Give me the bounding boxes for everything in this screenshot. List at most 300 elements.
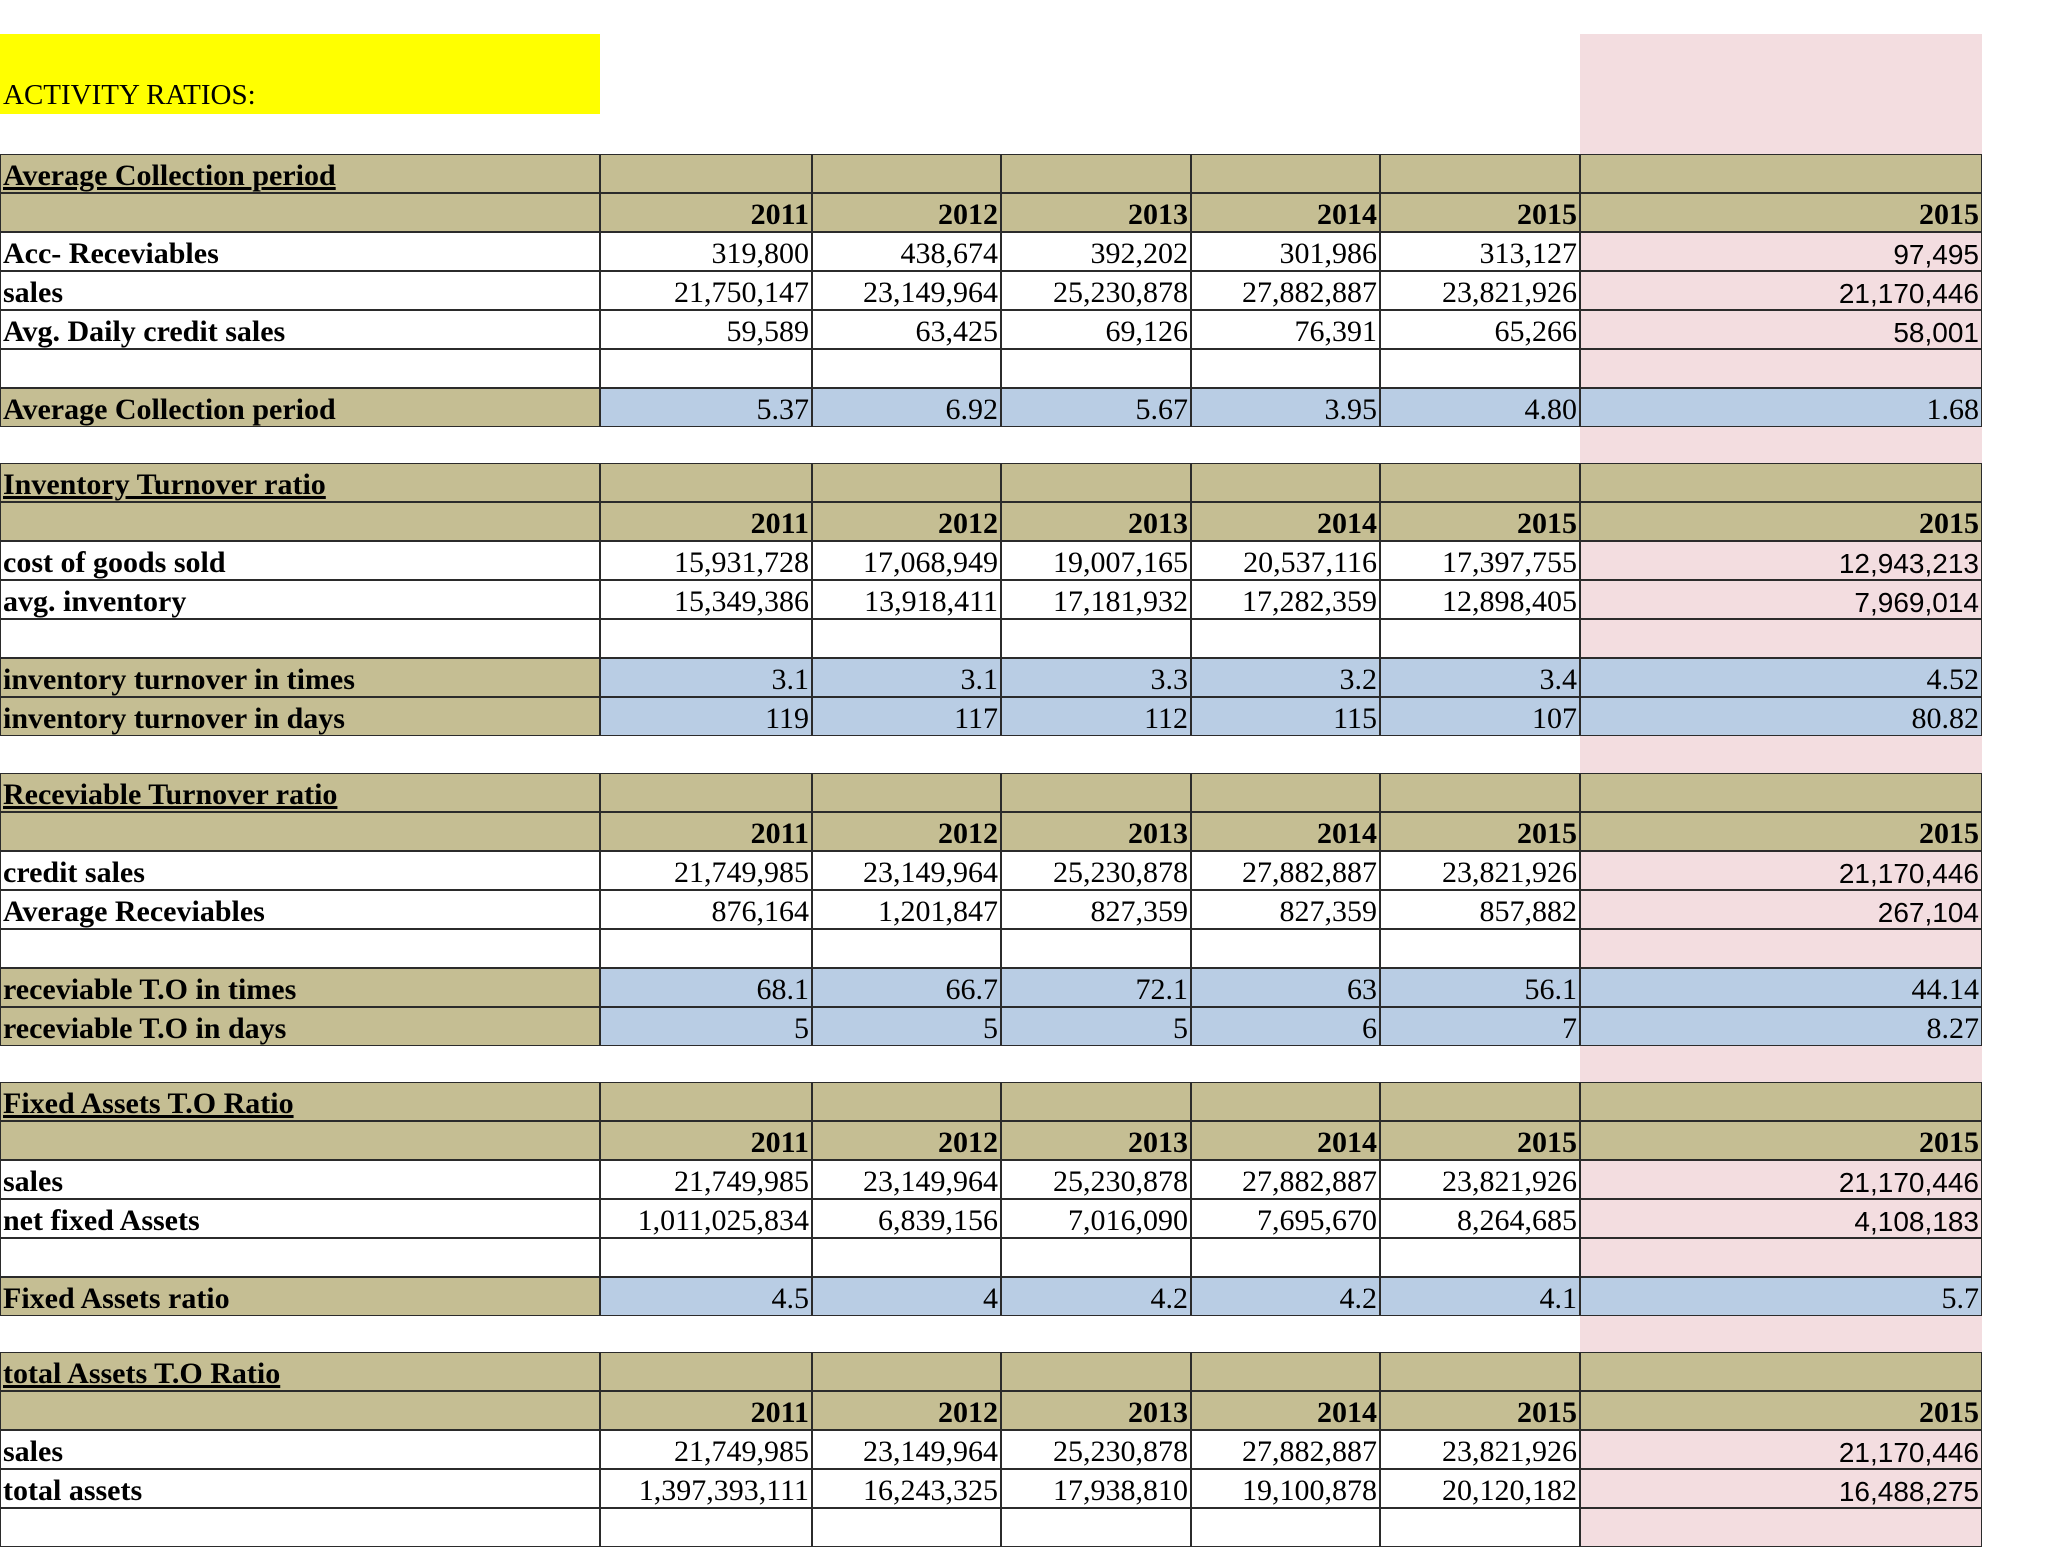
value-cell[interactable]	[600, 541, 812, 580]
value-cell-text: 27,882,887	[1242, 1165, 1377, 1198]
result-cell[interactable]	[812, 697, 1001, 736]
blank-cell	[1001, 349, 1191, 388]
row-label	[0, 310, 600, 349]
year-header-cell	[600, 1121, 812, 1160]
blank-cell	[1580, 1508, 1982, 1547]
value-cell[interactable]	[1580, 1469, 1982, 1508]
row-label-text: net fixed Assets	[3, 1204, 200, 1237]
result-cell-text: 3.95	[1324, 393, 1377, 426]
row-label	[0, 1199, 600, 1238]
value-cell-text: 27,882,887	[1242, 1435, 1377, 1468]
year-header-cell	[1380, 1391, 1580, 1430]
year-header-cell	[1191, 812, 1380, 851]
result-label-text: receviable T.O in times	[3, 973, 297, 1006]
result-cell-text: 5	[983, 1012, 998, 1045]
value-cell[interactable]	[1580, 541, 1982, 580]
value-cell[interactable]	[600, 310, 812, 349]
value-cell[interactable]	[1001, 541, 1191, 580]
value-cell[interactable]	[1001, 851, 1191, 890]
result-label	[0, 658, 600, 697]
result-label-text: receviable T.O in days	[3, 1012, 287, 1045]
value-cell-text: 8,264,685	[1457, 1204, 1577, 1237]
value-cell-text: 827,359	[1279, 895, 1377, 928]
row-label	[0, 1430, 600, 1469]
result-cell[interactable]	[600, 388, 812, 427]
row-label	[0, 580, 600, 619]
value-cell[interactable]	[812, 1469, 1001, 1508]
value-cell[interactable]	[1380, 271, 1580, 310]
value-cell[interactable]	[1001, 1430, 1191, 1469]
result-cell[interactable]	[1380, 968, 1580, 1007]
result-cell[interactable]	[1001, 697, 1191, 736]
value-cell[interactable]	[1191, 580, 1380, 619]
value-cell[interactable]	[1580, 310, 1982, 349]
section-title-text: Fixed Assets T.O Ratio	[3, 1087, 294, 1120]
year-header-cell-text: 2014	[1317, 817, 1377, 850]
result-cell-text: 3.2	[1339, 663, 1377, 696]
value-cell[interactable]	[1580, 580, 1982, 619]
year-header-cell	[1001, 502, 1191, 541]
result-cell[interactable]	[1191, 388, 1380, 427]
header-blank-cell	[1001, 154, 1191, 193]
result-cell-text: 4.2	[1150, 1282, 1188, 1315]
result-cell-text: 8.27	[1926, 1012, 1979, 1045]
blank-cell	[0, 929, 600, 968]
blank-cell	[1001, 1238, 1191, 1277]
result-cell-text: 3.1	[960, 663, 998, 696]
result-cell[interactable]	[1380, 388, 1580, 427]
year-header-cell	[812, 1391, 1001, 1430]
result-cell[interactable]	[1191, 658, 1380, 697]
blank-cell	[1380, 1238, 1580, 1277]
result-cell-text: 5.37	[756, 393, 809, 426]
value-cell[interactable]	[1191, 232, 1380, 271]
year-header-cell-text: 2015	[1517, 817, 1577, 850]
section-title-text: total Assets T.O Ratio	[3, 1357, 281, 1390]
year-header-cell	[1191, 502, 1380, 541]
value-cell[interactable]	[1380, 851, 1580, 890]
year-header-cell-text: 2013	[1128, 817, 1188, 850]
header-blank-cell	[1191, 1082, 1380, 1121]
value-cell-text: 12,898,405	[1442, 585, 1577, 618]
year-header-cell-text: 2015	[1517, 198, 1577, 231]
value-cell[interactable]	[1380, 580, 1580, 619]
value-cell[interactable]	[812, 580, 1001, 619]
row-label	[0, 1160, 600, 1199]
blank-cell	[812, 619, 1001, 658]
row-label	[0, 851, 600, 890]
result-cell[interactable]	[1001, 968, 1191, 1007]
value-cell-text: 23,821,926	[1442, 1435, 1577, 1468]
row-label-text: total assets	[3, 1474, 143, 1507]
result-cell[interactable]	[1580, 658, 1982, 697]
blank-cell	[0, 619, 600, 658]
year-header-cell-text: 2015	[1919, 1126, 1979, 1159]
value-cell[interactable]	[1001, 1160, 1191, 1199]
year-header-cell-text: 2015	[1919, 198, 1979, 231]
value-cell[interactable]	[812, 890, 1001, 929]
value-cell[interactable]	[1380, 1160, 1580, 1199]
result-cell[interactable]	[1580, 697, 1982, 736]
year-header-cell-text: 2015	[1517, 1396, 1577, 1429]
value-cell-text: 1,201,847	[878, 895, 998, 928]
result-label-text: inventory turnover in days	[3, 702, 345, 735]
value-cell-text: 27,882,887	[1242, 856, 1377, 889]
year-row-label-cell	[0, 502, 600, 541]
result-cell-text: 80.82	[1911, 702, 1979, 735]
blank-cell	[812, 1508, 1001, 1547]
result-label	[0, 697, 600, 736]
result-cell-text: 68.1	[756, 973, 809, 1006]
value-cell-text: 15,931,728	[674, 546, 809, 579]
result-cell[interactable]	[1580, 388, 1982, 427]
header-blank-cell	[600, 463, 812, 502]
header-blank-cell	[1580, 1352, 1982, 1391]
blank-cell	[1580, 619, 1982, 658]
result-cell[interactable]	[600, 697, 812, 736]
year-header-cell	[600, 193, 812, 232]
value-cell-text: 876,164	[711, 895, 809, 928]
header-blank-cell	[1580, 154, 1982, 193]
blank-cell	[1191, 1238, 1380, 1277]
value-cell-text: 21,750,147	[674, 276, 809, 309]
result-cell[interactable]	[1001, 388, 1191, 427]
result-cell[interactable]	[812, 1007, 1001, 1046]
year-row-label-cell	[0, 1391, 600, 1430]
header-blank-cell	[812, 463, 1001, 502]
year-header-cell-text: 2015	[1517, 507, 1577, 540]
result-cell[interactable]	[1380, 697, 1580, 736]
result-label-text: Average Collection period	[3, 393, 336, 426]
result-cell-text: 6	[1362, 1012, 1377, 1045]
blank-cell	[0, 1508, 600, 1547]
value-cell[interactable]	[1191, 310, 1380, 349]
value-cell-text: 76,391	[1294, 315, 1377, 348]
result-cell[interactable]	[1380, 658, 1580, 697]
value-cell[interactable]	[600, 1199, 812, 1238]
year-header-cell-text: 2014	[1317, 198, 1377, 231]
row-label-text: avg. inventory	[3, 585, 187, 618]
value-cell-text: 20,120,182	[1442, 1474, 1577, 1507]
value-cell[interactable]	[1580, 1160, 1982, 1199]
year-header-cell	[1380, 502, 1580, 541]
value-cell[interactable]	[1001, 580, 1191, 619]
value-cell-text: 21,749,985	[674, 856, 809, 889]
header-blank-cell	[600, 1352, 812, 1391]
result-cell-text: 4.52	[1926, 663, 1979, 696]
row-label-text: sales	[3, 276, 63, 309]
value-cell[interactable]	[600, 890, 812, 929]
section-title	[0, 463, 600, 502]
value-cell[interactable]	[600, 1430, 812, 1469]
value-cell[interactable]	[600, 1160, 812, 1199]
row-label	[0, 890, 600, 929]
year-header-cell	[1001, 1121, 1191, 1160]
header-blank-cell	[812, 154, 1001, 193]
value-cell-text: 25,230,878	[1053, 276, 1188, 309]
result-cell[interactable]	[1580, 1007, 1982, 1046]
section-title-text: Average Collection period	[3, 159, 336, 192]
row-label-text: Average Receviables	[3, 895, 265, 928]
value-cell-text: 13,918,411	[864, 585, 998, 618]
year-header-cell-text: 2011	[750, 1396, 809, 1429]
year-header-cell	[1001, 1391, 1191, 1430]
value-cell[interactable]	[1580, 232, 1982, 271]
blank-cell	[1001, 619, 1191, 658]
result-cell-text: 1.68	[1926, 393, 1979, 426]
result-cell-text: 4.80	[1524, 393, 1577, 426]
result-cell[interactable]	[1580, 968, 1982, 1007]
row-label-text: sales	[3, 1435, 63, 1468]
result-cell[interactable]	[1001, 1277, 1191, 1316]
result-cell-text: 119	[765, 702, 809, 735]
result-cell[interactable]	[1580, 1277, 1982, 1316]
value-cell[interactable]	[812, 1199, 1001, 1238]
result-cell-text: 4.5	[771, 1282, 809, 1315]
year-header-cell	[600, 1391, 812, 1430]
result-cell-text: 6.92	[945, 393, 998, 426]
value-cell[interactable]	[1001, 1199, 1191, 1238]
year-header-cell-text: 2011	[750, 817, 809, 850]
year-header-cell-text: 2015	[1919, 817, 1979, 850]
header-blank-cell	[1001, 463, 1191, 502]
blank-cell	[600, 349, 812, 388]
year-header-cell	[600, 812, 812, 851]
value-cell[interactable]	[812, 1160, 1001, 1199]
value-cell-text: 19,100,878	[1242, 1474, 1377, 1507]
year-header-cell	[1580, 812, 1982, 851]
blank-cell	[1380, 349, 1580, 388]
value-cell[interactable]	[600, 851, 812, 890]
result-cell-text: 66.7	[945, 973, 998, 1006]
section-title	[0, 773, 600, 812]
result-cell[interactable]	[600, 968, 812, 1007]
result-cell-text: 72.1	[1135, 973, 1188, 1006]
result-cell[interactable]	[1191, 1277, 1380, 1316]
result-cell-text: 56.1	[1524, 973, 1577, 1006]
year-header-cell-text: 2011	[750, 1126, 809, 1159]
section-title	[0, 1082, 600, 1121]
value-cell[interactable]	[812, 232, 1001, 271]
value-cell[interactable]	[1001, 310, 1191, 349]
value-cell-text: 69,126	[1105, 315, 1188, 348]
result-cell[interactable]	[1191, 697, 1380, 736]
year-header-cell-text: 2013	[1128, 1396, 1188, 1429]
header-blank-cell	[1001, 1352, 1191, 1391]
value-cell-text: 21,170,446	[1838, 858, 1979, 889]
value-cell[interactable]	[1380, 890, 1580, 929]
value-cell[interactable]	[1001, 1469, 1191, 1508]
value-cell[interactable]	[1191, 851, 1380, 890]
value-cell[interactable]	[812, 271, 1001, 310]
section-title	[0, 154, 600, 193]
value-cell[interactable]	[1580, 1430, 1982, 1469]
row-label-text: Acc- Receviables	[3, 237, 219, 270]
result-cell-text: 7	[1562, 1012, 1577, 1045]
value-cell-text: 827,359	[1090, 895, 1188, 928]
blank-cell	[812, 1238, 1001, 1277]
row-label-text: credit sales	[3, 856, 145, 889]
value-cell[interactable]	[1580, 890, 1982, 929]
year-header-cell	[812, 1121, 1001, 1160]
header-blank-cell	[1191, 773, 1380, 812]
result-cell[interactable]	[600, 1007, 812, 1046]
value-cell[interactable]	[1191, 890, 1380, 929]
blank-cell	[1580, 1238, 1982, 1277]
value-cell-text: 313,127	[1479, 237, 1577, 270]
value-cell-text: 7,969,014	[1854, 587, 1979, 618]
result-cell[interactable]	[1001, 658, 1191, 697]
result-cell-text: 63	[1347, 973, 1377, 1006]
value-cell-text: 20,537,116	[1243, 546, 1377, 579]
result-cell-text: 107	[1532, 702, 1577, 735]
value-cell[interactable]	[600, 580, 812, 619]
value-cell[interactable]	[812, 1430, 1001, 1469]
header-blank-cell	[1580, 773, 1982, 812]
year-header-cell	[1580, 1121, 1982, 1160]
value-cell[interactable]	[1001, 232, 1191, 271]
value-cell-text: 23,821,926	[1442, 276, 1577, 309]
value-cell[interactable]	[812, 310, 1001, 349]
year-row-label-cell	[0, 1121, 600, 1160]
year-header-cell-text: 2014	[1317, 507, 1377, 540]
blank-cell	[1380, 619, 1580, 658]
value-cell[interactable]	[812, 851, 1001, 890]
result-cell-text: 4.2	[1339, 1282, 1377, 1315]
year-header-cell	[1380, 812, 1580, 851]
result-cell-text: 4.1	[1539, 1282, 1577, 1315]
value-cell[interactable]	[1380, 232, 1580, 271]
result-cell-text: 5	[1173, 1012, 1188, 1045]
page-title: ACTIVITY RATIOS:	[3, 79, 256, 111]
result-cell-text: 4	[983, 1282, 998, 1315]
blank-cell	[1380, 1508, 1580, 1547]
value-cell[interactable]	[812, 541, 1001, 580]
result-cell-text: 117	[954, 702, 998, 735]
header-blank-cell	[812, 773, 1001, 812]
blank-cell	[600, 619, 812, 658]
value-cell-text: 27,882,887	[1242, 276, 1377, 309]
result-cell-text: 5	[794, 1012, 809, 1045]
header-blank-cell	[1001, 1082, 1191, 1121]
value-cell[interactable]	[1580, 271, 1982, 310]
year-header-cell	[1191, 1391, 1380, 1430]
value-cell[interactable]	[1380, 541, 1580, 580]
blank-cell	[0, 349, 600, 388]
header-blank-cell	[600, 1082, 812, 1121]
value-cell[interactable]	[600, 271, 812, 310]
value-cell-text: 7,016,090	[1068, 1204, 1188, 1237]
result-cell[interactable]	[1191, 1007, 1380, 1046]
section-title	[0, 1352, 600, 1391]
value-cell-text: 4,108,183	[1854, 1206, 1979, 1237]
value-cell[interactable]	[1380, 1199, 1580, 1238]
value-cell-text: 23,821,926	[1442, 1165, 1577, 1198]
result-cell[interactable]	[600, 658, 812, 697]
value-cell-text: 58,001	[1893, 317, 1979, 348]
value-cell-text: 301,986	[1279, 237, 1377, 270]
value-cell[interactable]	[1380, 1469, 1580, 1508]
value-cell-text: 16,243,325	[863, 1474, 998, 1507]
value-cell-text: 23,821,926	[1442, 856, 1577, 889]
header-blank-cell	[1380, 154, 1580, 193]
result-cell[interactable]	[1380, 1277, 1580, 1316]
result-cell[interactable]	[1191, 968, 1380, 1007]
value-cell-text: 21,170,446	[1838, 1437, 1979, 1468]
result-cell[interactable]	[812, 968, 1001, 1007]
year-header-cell-text: 2011	[750, 198, 809, 231]
value-cell-text: 15,349,386	[674, 585, 809, 618]
value-cell[interactable]	[1580, 1199, 1982, 1238]
result-label-text: Fixed Assets ratio	[3, 1282, 230, 1315]
value-cell-text: 16,488,275	[1838, 1476, 1979, 1507]
result-cell[interactable]	[1001, 1007, 1191, 1046]
blank-cell	[1001, 1508, 1191, 1547]
blank-cell	[600, 929, 812, 968]
row-label	[0, 271, 600, 310]
result-cell[interactable]	[812, 388, 1001, 427]
value-cell[interactable]	[1380, 1430, 1580, 1469]
year-header-cell	[1380, 1121, 1580, 1160]
row-label	[0, 232, 600, 271]
year-header-cell-text: 2011	[750, 507, 809, 540]
row-label-text: Avg. Daily credit sales	[3, 315, 286, 348]
value-cell[interactable]	[1191, 1160, 1380, 1199]
year-row-label-cell	[0, 193, 600, 232]
year-header-cell-text: 2012	[938, 507, 998, 540]
value-cell[interactable]	[1191, 541, 1380, 580]
value-cell[interactable]	[1580, 851, 1982, 890]
year-header-cell	[1580, 1391, 1982, 1430]
result-cell[interactable]	[1380, 1007, 1580, 1046]
year-header-cell-text: 2012	[938, 1396, 998, 1429]
value-cell-text: 438,674	[900, 237, 998, 270]
year-header-cell	[1580, 193, 1982, 232]
value-cell[interactable]	[1191, 1469, 1380, 1508]
blank-cell	[1380, 929, 1580, 968]
blank-cell	[1191, 349, 1380, 388]
value-cell-text: 25,230,878	[1053, 856, 1188, 889]
year-header-cell-text: 2013	[1128, 1126, 1188, 1159]
year-header-cell	[600, 502, 812, 541]
header-blank-cell	[1191, 1352, 1380, 1391]
result-cell[interactable]	[812, 1277, 1001, 1316]
value-cell-text: 7,695,670	[1257, 1204, 1377, 1237]
result-cell-text: 3.1	[771, 663, 809, 696]
result-cell[interactable]	[600, 1277, 812, 1316]
value-cell[interactable]	[1191, 1430, 1380, 1469]
value-cell[interactable]	[1380, 310, 1580, 349]
value-cell-text: 17,397,755	[1442, 546, 1577, 579]
value-cell-text: 21,170,446	[1838, 278, 1979, 309]
value-cell[interactable]	[1001, 890, 1191, 929]
value-cell-text: 12,943,213	[1838, 548, 1979, 579]
year-header-cell	[1001, 812, 1191, 851]
value-cell[interactable]	[600, 232, 812, 271]
year-header-cell-text: 2015	[1919, 1396, 1979, 1429]
year-header-cell	[1580, 502, 1982, 541]
value-cell[interactable]	[1191, 271, 1380, 310]
blank-cell	[600, 1508, 812, 1547]
value-cell[interactable]	[1191, 1199, 1380, 1238]
result-cell-text: 3.3	[1150, 663, 1188, 696]
header-blank-cell	[1380, 1352, 1580, 1391]
header-blank-cell	[600, 154, 812, 193]
result-cell[interactable]	[812, 658, 1001, 697]
value-cell[interactable]	[600, 1469, 812, 1508]
value-cell[interactable]	[1001, 271, 1191, 310]
year-header-cell	[1191, 193, 1380, 232]
